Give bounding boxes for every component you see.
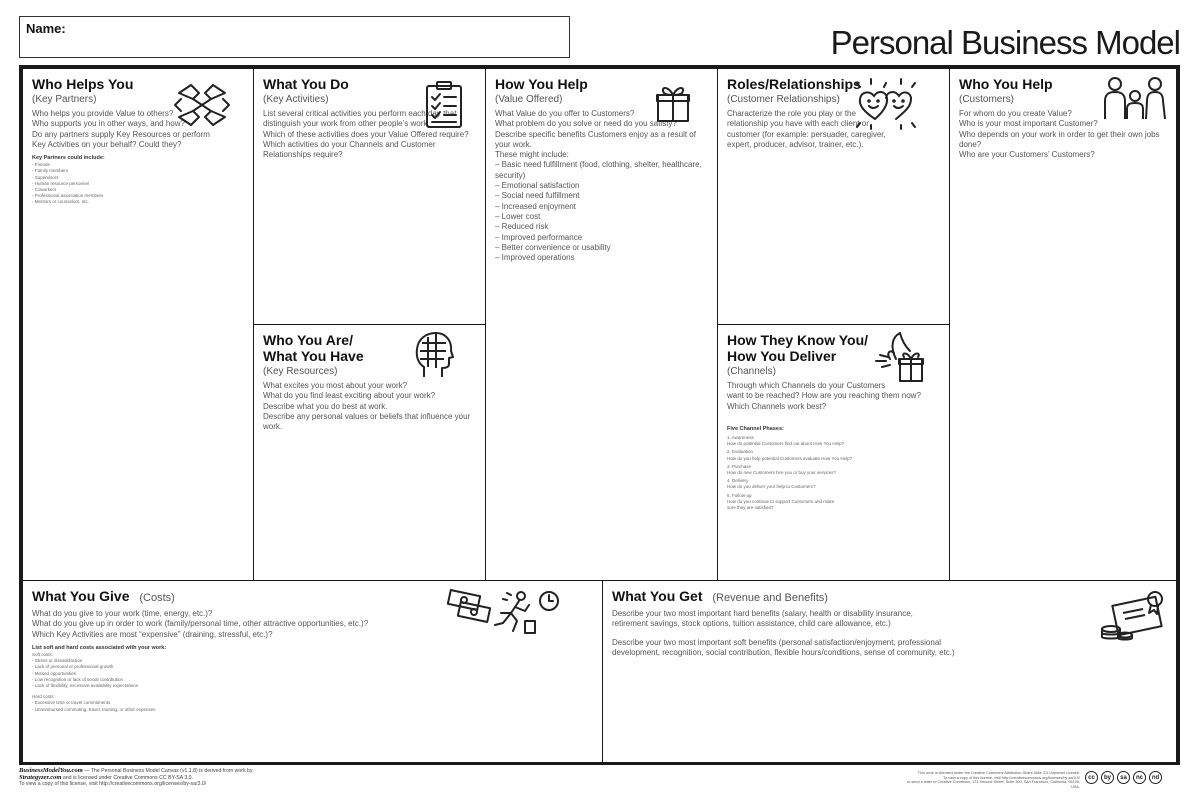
customers-question: Who is your most important Customer? — [959, 119, 1098, 129]
revenue-title-text: What You Get — [612, 588, 703, 604]
key-activities-block[interactable] — [253, 68, 486, 325]
head-profile-icon — [414, 331, 454, 379]
key-resources-question: What excites you most about your work? — [263, 381, 408, 390]
value-offered-question: Describe specific benefits Customers enjoy as a result of your work. — [495, 129, 696, 149]
customers-subtitle: (Customers) — [959, 94, 1015, 105]
value-offered-list-item: – Better convenience or usability — [495, 242, 611, 252]
key-activities-question: Which of these activities does your Value Offered require? — [263, 129, 469, 139]
costs-list-heading: List soft and hard costs associated with your work: — [32, 644, 167, 651]
costs-soft-item: - Missed opportunities — [32, 670, 77, 676]
money-and-running-man-icon — [445, 587, 565, 635]
costs-subtitle: (Costs) — [139, 592, 175, 604]
key-resources-question: Describe any personal values or beliefs that influence your work. — [263, 411, 471, 432]
page-title: Personal Business Model — [830, 24, 1180, 61]
channels-phases-heading: Five Channel Phases: — [727, 425, 784, 432]
customers-question: For whom do you create Value? — [959, 109, 1072, 118]
customers-title: Who You Help — [959, 76, 1053, 92]
key-partners-list-item: - Coworkers — [32, 187, 57, 192]
customer-relationships-question: customer (for example: persuader, caregiver, — [727, 129, 886, 139]
key-activities-question: Which activities do your Channels and Customer Relationships require? — [263, 139, 436, 160]
customers-question: Who depends on your work in order to get their own jobs done? — [959, 129, 1160, 149]
channel-phase — [727, 435, 940, 447]
customers-question: Who are your Customers’ Customers? — [959, 150, 1095, 160]
costs-soft-item: - Stress or dissatisfaction — [32, 658, 83, 664]
footer-text: — The Personal Business Model Canvas (v1.1.8) is derived from work by — [82, 768, 253, 774]
costs-question: What do you give to your work (time, energy, etc.)? — [32, 609, 213, 618]
value-offered-list-item: – Reduced risk — [495, 222, 549, 232]
value-offered-list-item: – Lower cost — [495, 211, 541, 221]
channel-phase-name: 3. Purchase — [727, 463, 752, 469]
clipboard-checklist-icon — [424, 81, 464, 129]
footer-license-url[interactable]: To view a copy of this license, visit http://creativecommons.org/licenses/by-sa/3.0/ — [19, 781, 207, 787]
name-field[interactable] — [19, 16, 570, 58]
customers-block[interactable] — [949, 68, 1177, 581]
value-offered-question: These might include: — [495, 150, 569, 160]
key-partners-question: Who supports you in other ways, and how? — [32, 119, 185, 129]
costs-question: Which Key Activities are most “expensive” (draining, stressful, etc.)? — [32, 629, 273, 639]
footer-right-text: This work is licensed under the Creative Commons Attribution-Share Alike 3.0 Unported License. — [917, 771, 1080, 775]
footer-right-license — [900, 771, 1080, 789]
key-resources-question: What do you find least exciting about your work? — [263, 391, 436, 401]
flying-gift-icon — [866, 329, 928, 387]
customer-relationships-question: relationship you have with each client or — [727, 119, 869, 129]
value-offered-list-item: – Social need fulfillment — [495, 191, 580, 201]
costs-soft-item: - Low recognition or lack of social contribution — [32, 676, 124, 682]
costs-question: What do you give up in order to work (family/personal time, other attractive opportunities, etc.)? — [32, 619, 369, 629]
channel-phase-name: 2. Evaluation — [727, 449, 754, 455]
certificate-and-coins-icon — [1099, 589, 1167, 641]
channel-phase — [727, 493, 940, 512]
smiling-hearts-icon — [853, 77, 919, 131]
channel-phase-desc: How do you continue to support Customers and make sure they are satisfied? — [727, 498, 835, 510]
footer-license — [19, 768, 339, 788]
value-offered-list-item: – Improved performance — [495, 232, 583, 242]
costs-soft-item: - Lack of personal or professional growth — [32, 664, 114, 670]
key-partners-question: Who helps you provide Value to others? — [32, 109, 174, 118]
customer-relationships-question: Characterize the role you play or the — [727, 109, 856, 118]
channel-phase — [727, 449, 940, 461]
creative-commons-icons — [1085, 771, 1181, 785]
value-offered-list-item: – Basic need fulfillment (food, clothing, shelter, healthcare, security) — [495, 160, 702, 180]
channel-phase — [727, 478, 940, 490]
gift-box-icon — [656, 83, 690, 123]
key-activities-title: What You Do — [263, 76, 349, 92]
value-offered-question: What Value do you offer to Customers? — [495, 109, 635, 118]
key-partners-block[interactable] — [22, 68, 254, 581]
channels-question: Which Channels work best? — [727, 401, 827, 411]
value-offered-list-item: – Emotional satisfaction — [495, 181, 580, 191]
revenue-hard-benefits: retirement savings, stock options, tuition assistance, child care allowance, etc.) — [612, 619, 891, 629]
channels-question: Through which Channels do your Customers — [727, 381, 886, 390]
key-partners-list-item: - Mentors or counselors, etc. — [32, 199, 90, 205]
cc-sa-icon: sa — [1117, 771, 1130, 784]
key-partners-list-item: - Friends — [32, 162, 50, 168]
footer-right-text: To view a copy of this license, visit http://creativecommons.org/licenses/by-sa/3.0/ — [943, 775, 1080, 780]
channel-phase-name: 5. Follow-up — [727, 492, 752, 498]
key-partners-list-item: - Human resource personnel — [32, 180, 90, 186]
customer-relationships-block[interactable] — [717, 68, 950, 325]
value-offered-list-item: – Increased enjoyment — [495, 201, 576, 211]
key-resources-subtitle: (Key Resources) — [263, 366, 338, 377]
key-partners-question: Do any partners supply Key Resources or perform — [32, 129, 210, 139]
business-model-canvas — [19, 65, 1180, 765]
costs-soft-item: Soft costs: — [32, 651, 54, 657]
channel-phase — [727, 464, 940, 476]
key-resources-question: Describe what you do best at work. — [263, 401, 388, 411]
channel-phase-name: 1. Awareness — [727, 434, 754, 440]
revenue-subtitle: (Revenue and Benefits) — [712, 592, 828, 604]
costs-hard-item: Hard costs: — [32, 694, 55, 700]
key-activities-subtitle: (Key Activities) — [263, 94, 329, 105]
handshake-circle-icon — [171, 79, 233, 131]
revenue-title — [612, 588, 1167, 606]
costs-hard-item: - Excessive time or travel commitments — [32, 700, 111, 706]
key-partners-list-item: - Professional association members — [32, 193, 104, 199]
channels-subtitle: (Channels) — [727, 366, 776, 377]
value-offered-title: How You Help — [495, 76, 588, 92]
channel-phase-name: 4. Delivery — [727, 478, 749, 484]
footer-right-text: or send a letter to Creative Commons, 171 Second Street, Suite 300, San Francisco, California, 94105, USA. — [906, 780, 1080, 789]
channels-question: want to be reached? How are you reaching them now? — [727, 391, 921, 401]
key-activities-question: List several critical activities you perform each day that — [263, 109, 457, 118]
key-partners-subtitle: (Key Partners) — [32, 94, 97, 105]
name-label: Name: — [26, 21, 66, 36]
channel-phase-desc: How do new Customers hire you or buy your services? — [727, 469, 837, 475]
key-resources-title-line2: What You Have — [263, 348, 364, 364]
customer-relationships-subtitle: (Customer Relationships) — [727, 94, 840, 105]
key-partners-list-item: - Family members — [32, 168, 69, 174]
key-partners-list-item: - Supervisors — [32, 174, 59, 180]
key-activities-question: distinguish your work from other people’s work. — [263, 119, 430, 129]
footer-text: and is licensed under Creative Commons CC BY-SA 3.0. — [61, 774, 194, 781]
key-resources-title-line1: Who You Are/ — [263, 332, 353, 348]
revenue-block[interactable] — [602, 580, 1177, 763]
key-resources-block[interactable] — [253, 324, 486, 581]
channel-phase-desc: How do you help potential Customers evaluate How You Help? — [727, 455, 853, 461]
channels-title-line2: How You Deliver — [727, 348, 837, 364]
cc-icon: cc — [1085, 771, 1098, 784]
footer-brand-strategyzer[interactable]: Strategyzer.com — [19, 773, 62, 781]
cc-by-icon: by — [1101, 771, 1114, 784]
revenue-soft-benefits: Describe your two most important soft benefits (personal satisfaction/enjoyment, professional — [612, 637, 942, 647]
family-people-icon — [1102, 75, 1168, 121]
costs-block[interactable] — [22, 580, 603, 763]
revenue-hard-benefits: Describe your two most important hard benefits (salary, health or disability insurance, — [612, 609, 913, 618]
customer-relationships-title: Roles/Relationships — [727, 76, 861, 92]
revenue-soft-benefits: development, recognition, social contribution, flexible hours/conditions, sense of community, etc.) — [612, 647, 955, 657]
value-offered-subtitle: (Value Offered) — [495, 94, 563, 105]
cc-nd-icon: nd — [1149, 771, 1162, 784]
channels-title-line1: How They Know You/ — [727, 332, 869, 348]
cc-nc-icon: nc — [1133, 771, 1146, 784]
key-partners-question: Key Activities on your behalf? Could they? — [32, 139, 182, 149]
channel-phase-desc: How do potential Customers find out about How You Help? — [727, 441, 845, 447]
key-partners-title: Who Helps You — [32, 76, 134, 92]
customer-relationships-question: expert, producer, advisor, trainer, etc.). — [727, 139, 864, 149]
channels-block[interactable] — [717, 324, 950, 581]
costs-soft-item: - Lack of flexibility, excessive availability expectations — [32, 682, 138, 688]
value-offered-block[interactable] — [485, 68, 718, 581]
key-partners-list-heading: Key Partners could include: — [32, 155, 105, 162]
channel-phase-desc: How do you deliver your help to Customers? — [727, 484, 816, 490]
footer-brand-businessmodelyou[interactable]: BusinessModelYou.com — [19, 767, 83, 774]
value-offered-list-item: – Improved operations — [495, 253, 575, 263]
costs-hard-item: - Unreimbursed commuting, travel, training, or other expenses — [32, 706, 156, 712]
costs-title-text: What You Give — [32, 588, 130, 604]
value-offered-question: What problem do you solve or need do you satisfy? — [495, 119, 677, 129]
